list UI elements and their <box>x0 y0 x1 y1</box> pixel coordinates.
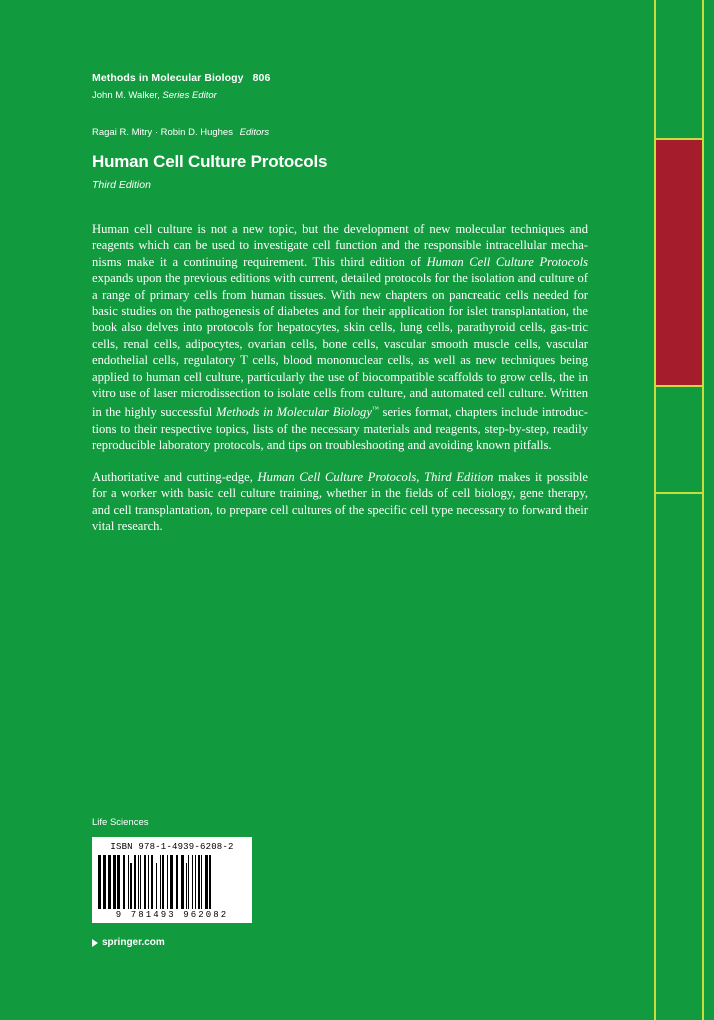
blurb-p1-text-b: expands upon the previous editions with current, detailed protocols for the isolation and culture of a range of primary cells from human tissues. With new chapters on pancreatic cells needed for basic studies on the pathogenesis of diabetes and for their application for islet transplantation, the book also delves into protocols for hepatocytes, skin cells, lung cells, parathyroid cells, gas-tric cells, renal cells, adipocytes, ovarian cells, bone cells, vascular smooth muscle cells, vascular endothelial cells, regulatory T cells, blood mononuclear cells, as well as new techniques being applied to human cell culture, particularly the use of biocompatible scaffolds to grow cells, the in vitro use of laser microdissection to isolate cells from culture, and automated cell culture. Written in the highly successful <box>92 271 588 420</box>
cover-text-column <box>92 72 588 550</box>
series-number: 806 <box>252 72 271 84</box>
editors-names: Ragai R. Mitry · Robin D. Hughes <box>92 127 233 138</box>
blurb-p2-italic-title: Human Cell Culture Protocols, Third Edition <box>257 469 494 484</box>
series-editor-role: Series Editor <box>162 90 217 101</box>
barcode-bars <box>98 855 246 909</box>
spine-divider-bottom <box>656 492 702 494</box>
isbn-text: ISBN 978-1-4939-6208-2 <box>110 842 234 852</box>
publisher-logo <box>92 937 392 948</box>
spine-rule-outer <box>702 0 704 1020</box>
blurb-p2-text-a: Authoritative and cutting-edge, <box>92 469 258 484</box>
isbn-digits: 9 781493 962082 <box>115 910 229 920</box>
isbn-barcode-block <box>92 837 252 923</box>
blurb-p1-text-a: Human cell culture is not a new topic, but the development of new molecular techniques and reagents which can be used to investigate cell function and the responsible intracellular mecha-nisms make it a continuing requirement. This third edition of <box>92 222 588 269</box>
cover-footer <box>92 817 392 948</box>
page-title: Human Cell Culture Protocols <box>92 152 328 171</box>
publisher-url: springer.com <box>102 937 165 948</box>
series-line <box>92 72 588 84</box>
spine-divider-top <box>656 138 702 140</box>
blurb-p2-text-b: makes it possible for a worker with basic cell culture training, whether in the fields of cell biology, gene therapy, and cell transplantation, to prepare cell cultures of the specific cell type necessary to forward their vital research. <box>92 469 588 534</box>
series-name: Methods in Molecular Biology <box>92 72 244 84</box>
spine-divider-middle <box>656 385 702 387</box>
edition-label: Third Edition <box>92 179 151 191</box>
series-editor-name: John M. Walker, <box>92 90 160 101</box>
triangle-icon <box>92 939 98 947</box>
series-editor-line <box>92 90 588 101</box>
blurb-paragraph-2 <box>92 469 588 535</box>
spine-red-panel <box>656 140 702 385</box>
discipline-label: Life Sciences <box>92 817 149 828</box>
blurb-p1-italic-series: Methods in Molecular Biology <box>216 405 372 420</box>
blurb-paragraph-1 <box>92 221 588 454</box>
blurb-p1-italic-title: Human Cell Culture Protocols <box>426 254 588 269</box>
trademark-symbol: ™ <box>371 405 379 414</box>
spine-strip <box>646 0 714 1020</box>
editors-role: Editors <box>239 127 270 138</box>
spine-rule-inner <box>654 0 656 1020</box>
blurb-p1-text-c: series format, chapters include introduc-tions to their respective topics, lists of the necessary materials and reagents, step-by-step, readily reproducible laboratory protocols, and tips on troubleshooting and avoiding known pitfalls. <box>92 405 588 453</box>
editors-line <box>92 127 588 138</box>
